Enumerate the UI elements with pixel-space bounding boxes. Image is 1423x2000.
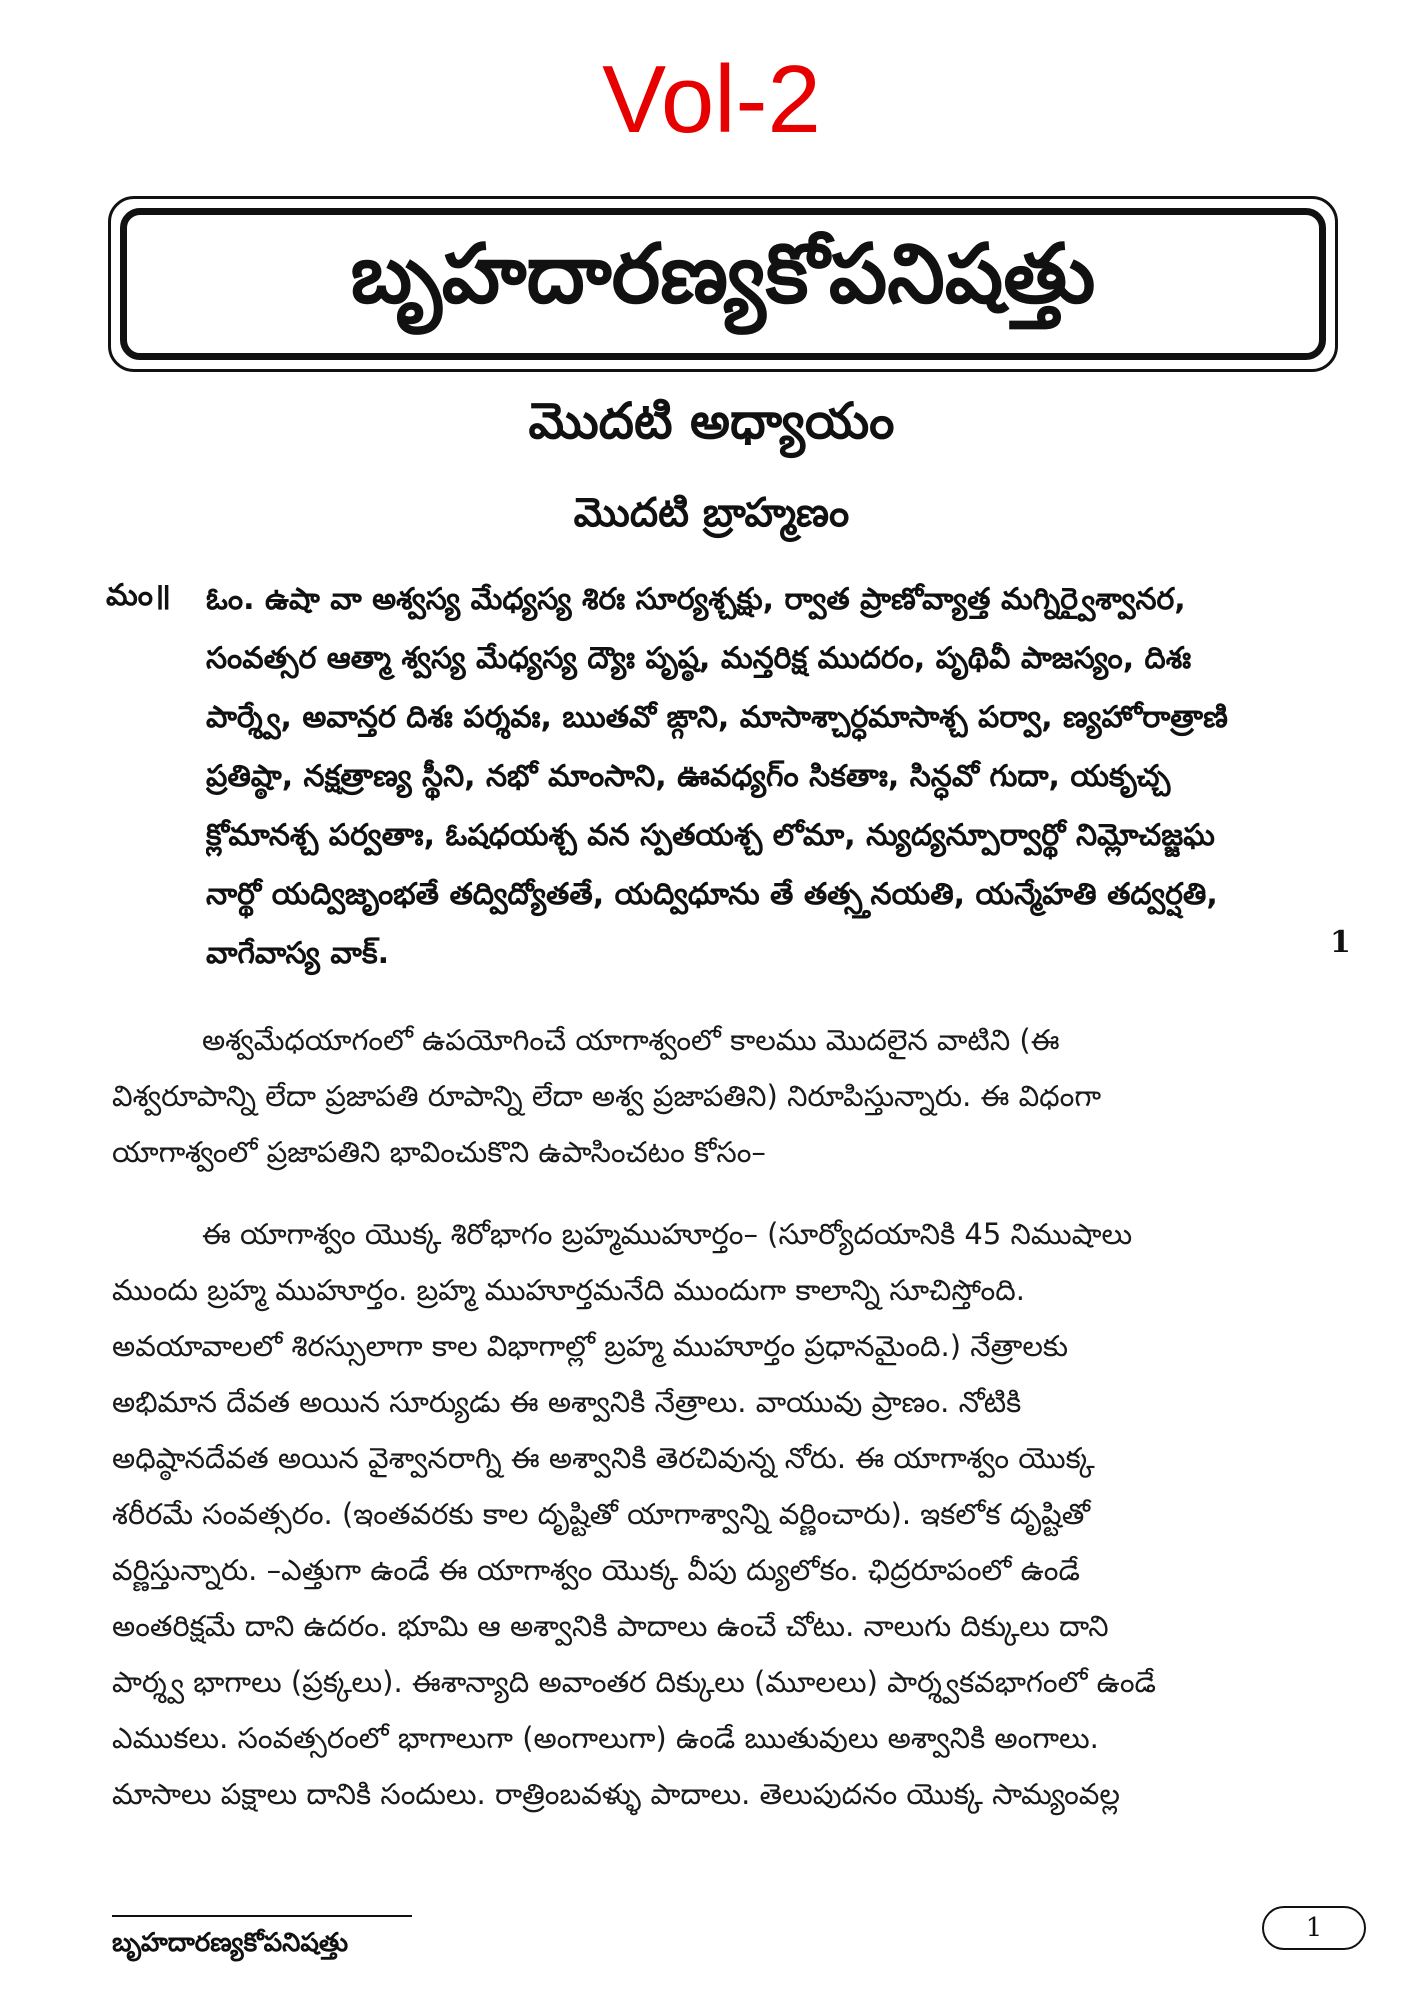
volume-label: Vol-2 [602,46,821,153]
book-title: బృహదారణ్యకోపనిషత్తు [350,226,1096,322]
paragraph-line: ముందు బ్రహ్మ ముహూర్తం. బ్రహ్మ ముహూర్తమనేది ముందుగా కాలాన్ని సూచిస్తోంది. [112,1273,1025,1307]
paragraph-line: మాసాలు పక్షాలు దానికి సందులు. రాత్రింబవళ్ళు పాదాలు. తెలుపుదనం యొక్క సామ్యంవల్ల [112,1777,1120,1811]
paragraph-intro [112,1012,1366,1180]
paragraph-body [112,1206,1366,1822]
mantra-label: మం॥ [106,578,171,613]
section-title: మొదటి బ్రాహ్మణం [573,490,850,536]
mantra-line: క్లోమానశ్చ పర్వతాః, ఓషధయశ్చ వన స్పతయశ్చ లోమా, న్యుద్యన్పూర్వార్థో నిమ్లోచజ్జఘ [206,818,1215,853]
paragraph-line: అవయావాలలో శిరస్సులాగా కాల విభాగాల్లో బ్రహ్మ ముహూర్తం ప్రధానమైంది.) నేత్రాలకు [112,1329,1069,1363]
mantra-line: ఓం. ఉషా వా అశ్వస్య మేధ్యస్య శిరః సూర్యశ్చక్షు, ర్వాత ప్రాణోవ్యాత్త మగ్నిర్వైశ్వానర, [206,582,1186,617]
paragraph-line: అశ్వమేధయాగంలో ఉపయోగించే యాగాశ్వంలో కాలము మొదలైన వాటిని (ఈ [202,1023,1060,1057]
paragraph-line: యాగాశ్వంలో ప్రజాపతిని భావించుకొని ఉపాసించటం కోసం– [112,1135,766,1169]
paragraph-line: పార్శ్వ భాగాలు (ప్రక్కలు). ఈశాన్యాది అవాంతర దిక్కులు (మూలలు) పార్శ్వకవభాగంలో ఉండే [112,1665,1156,1699]
mantra-line: సంవత్సర ఆత్మా శ్వస్య మేధ్యస్య ద్యౌః పృష్ఠ, మన్తరిక్ష ముదరం, పృథివీ పాజస్యం, దిశః [206,641,1192,676]
paragraph-line: అధిష్ఠానదేవత అయిన వైశ్వానరాగ్ని ఈ అశ్వానికి తెరచివున్న నోరు. ఈ యాగాశ్వం యొక్క [112,1441,1095,1475]
paragraph-line: శరీరమే సంవత్సరం. (ఇంతవరకు కాల దృష్టితో యాగాశ్వాన్ని వర్ణించారు). ఇకలోక దృష్టితో [112,1497,1091,1531]
mantra-number: 1 [1330,925,1351,960]
footer-rule [112,1915,412,1917]
paragraph-line: అంతరిక్షమే దాని ఉదరం. భూమి ఆ అశ్వానికి పాదాలు ఉంచే చోటు. నాలుగు దిక్కులు దాని [112,1609,1109,1643]
footer-title: బృహదారణ్యకోపనిషత్తు [112,1928,349,1958]
mantra-text [206,570,1366,983]
paragraph-line: విశ్వరూపాన్ని లేదా ప్రజాపతి రూపాన్ని లేదా అశ్వ ప్రజాపతిని) నిరూపిస్తున్నారు. ఈ విధంగా [112,1079,1102,1113]
paragraph-line: ఎముకలు. సంవత్సరంలో భాగాలుగా (అంగాలుగా) ఉండే ఋతువులు అశ్వానికి అంగాలు. [112,1721,1099,1755]
mantra-line: వాగేవాస్య వాక్. [206,936,390,971]
paragraph-line: వర్ణిస్తున్నారు. –ఎత్తుగా ఉండే ఈ యాగాశ్వం యొక్క వీపు ద్యులోకం. ఛిద్రరూపంలో ఉండే [112,1553,1080,1587]
paragraph-line: అభిమాన దేవత అయిన సూర్యుడు ఈ అశ్వానికి నేత్రాలు. వాయువు ప్రాణం. నోటికి [112,1385,1022,1419]
title-frame-inner [120,208,1326,360]
chapter-title: మొదటి అధ్యాయం [528,392,895,450]
page-number-badge: 1 [1262,1906,1366,1950]
paragraph-line: ఈ యాగాశ్వం యొక్క శిరోభాగం బ్రహ్మముహూర్తం– (సూర్యోదయానికి 45 నిముషాలు [202,1217,1133,1251]
mantra-line: ప్రతిష్ఠా, నక్షత్రాణ్య స్థీని, నభో మాంసాని, ఊవధ్యగ్ం సికతాః, సిన్ధవో గుదా, యకృచ్చ [206,759,1171,794]
title-frame [108,196,1338,372]
mantra-line: పార్శ్వే, అవాన్తర దిశః పర్శవః, ఋతవో ఙ్గాని, మాసాశ్చార్ధమాసాశ్చ పర్వా, ణ్యహోరాత్రాణి [206,700,1228,735]
mantra-line: నార్థో యద్విజృంభతే తద్విద్యోతతే, యద్విధూను తే తత్స్తనయతి, యన్మేహతి తద్వర్షతి, [206,877,1218,912]
